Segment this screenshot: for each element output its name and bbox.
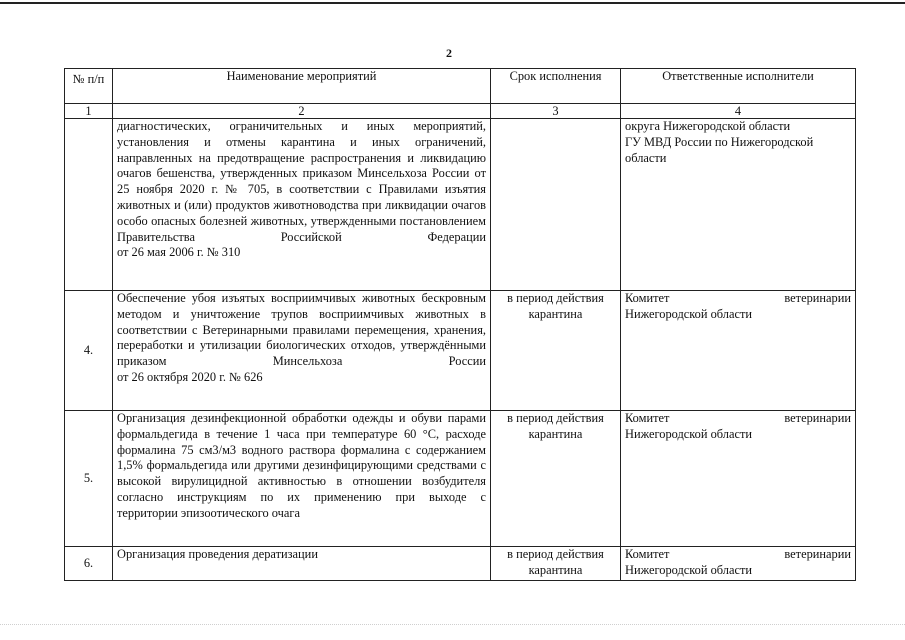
deadline (491, 119, 621, 291)
table-header-row (65, 69, 856, 104)
responsible (621, 411, 856, 547)
measure-name: Организация проведения дератизации (113, 547, 491, 581)
row-number: 5. (65, 411, 113, 547)
deadline: в период действия карантина (491, 411, 621, 547)
responsible (621, 119, 856, 291)
responsible-word: Комитет (625, 547, 670, 561)
measure-text: Обеспечение убоя изъятых восприимчивых животных бескровным методом и уничтожение трупов восприимчивых животных в соответствии с Ветеринарными правилами перемещения, хранения, переработки и утилизации биологических отходов, утверждёнными приказом Минсельхоза России (117, 291, 486, 369)
row-number: 6. (65, 547, 113, 581)
table-row (65, 119, 856, 291)
header-num: № п/п (65, 69, 113, 104)
responsible-line: ГУ МВД России по Нижегородской области (625, 134, 814, 165)
responsible-word: ветеринарии (784, 291, 851, 305)
responsible (621, 291, 856, 411)
responsible-word: Комитет (625, 411, 670, 425)
measure-text: Организация дезинфекционной обработки одежды и обуви парами формальдегида в течение 1 часа при температуре 60 °С, расходе формалина 75 см3/м3 водного раствора формалина с содержанием 1,5% формальдегида или другими дезинфицирующими средствами с высокой вирулицидной активностью в отношении возбудителя согласно инструкциям по их применению при выходе с (117, 411, 486, 504)
table-row (65, 547, 856, 581)
top-border-line (0, 2, 905, 4)
responsible-word: ветеринарии (784, 411, 851, 425)
header-name: Наименование мероприятий (113, 69, 491, 104)
row-number: 4. (65, 291, 113, 411)
responsible-line: Нижегородской области (625, 306, 753, 321)
measure-name (113, 291, 491, 411)
responsible-line: Нижегородской области (625, 426, 753, 441)
column-index: 2 (113, 104, 491, 119)
measure-text-last: от 26 мая 2006 г. № 310 (117, 245, 241, 260)
column-index: 1 (65, 104, 113, 119)
measure-text: диагностических, ограничительных и иных мероприятий, установления и отмены карантина и иных ограничений, направленных на предотвращение распространения и ликвидацию очагов бешенства, утвержденных приказом Минсельхоза России от 25 ноября 2020 г. № 705, в соответствии с Правилами изъятия животных и (или) продуктов животноводства при ликвидации очагов особо опасных болезней животных, утвержденными постановлением Правительства Российской Федерации (117, 119, 486, 244)
page-number: 2 (446, 46, 452, 60)
header-responsible: Ответственные исполнители (621, 69, 856, 104)
measures-table (64, 68, 856, 581)
table-row (65, 291, 856, 411)
measure-text-last: территории эпизоотического очага (117, 505, 300, 520)
responsible (621, 547, 856, 581)
deadline: в период действия карантина (491, 291, 621, 411)
scan-edge-line (0, 624, 905, 625)
responsible-line: Нижегородской области (625, 562, 753, 577)
column-index: 3 (491, 104, 621, 119)
responsible-line: округа Нижегородской области (625, 119, 791, 133)
responsible-word: Комитет (625, 291, 670, 305)
measure-text-last: от 26 октября 2020 г. № 626 (117, 369, 263, 384)
measure-name (113, 411, 491, 547)
responsible-word: ветеринарии (784, 547, 851, 561)
deadline: в период действия карантина (491, 547, 621, 581)
column-index: 4 (621, 104, 856, 119)
measure-name (113, 119, 491, 291)
row-number (65, 119, 113, 291)
header-deadline: Срок исполнения (491, 69, 621, 104)
table-row (65, 411, 856, 547)
column-index-row (65, 104, 856, 119)
